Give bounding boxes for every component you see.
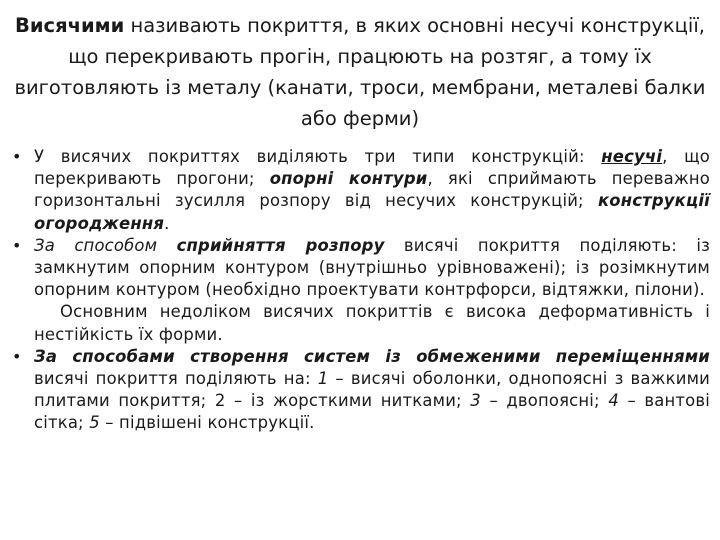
bullet-text: , які сприймають переважно горизонтальні зусилля розпору від несучих конструкцій;	[34, 169, 710, 211]
bullet-text: У висячих покриттях виділяють три типи конструкцій:	[34, 147, 602, 166]
term-thrust: сприйняття розпору	[176, 235, 385, 255]
heading-definition	[10, 10, 710, 134]
bullet-text: – вантові сітка;	[34, 391, 710, 433]
bullet-item-limited-displacement	[10, 346, 710, 435]
term-bearing: несучі	[601, 147, 663, 166]
bullet-text: висячі покриття поділяють: із замкнутим опорним контуром (внутрішньо урівноважені); із розімкнутим опорним контуром (необхідно проектувати контрфорси, відтяжки, пілони).	[34, 235, 711, 300]
term-limited-displacement: За способами створення систем із обмеженими переміщеннями	[34, 346, 710, 366]
bullet-text: За способом	[34, 235, 177, 255]
bullet-text: – висячі оболонки, однопоясні з важкими плитами покриття; 2 – із жорсткими нитками;	[34, 369, 710, 411]
term-enclosure: конструкції огородження	[34, 191, 710, 233]
bullet-item-structure-types	[10, 146, 710, 235]
bullet-list	[10, 146, 710, 435]
list-number: 4	[608, 391, 619, 411]
term-support-contours: опорні контури	[269, 169, 428, 189]
bullet-text: .	[164, 213, 170, 233]
bullet-text: – двопоясні;	[480, 391, 609, 411]
bullet-icon: •	[12, 147, 22, 166]
list-number: 5	[89, 413, 100, 433]
list-number: 1	[317, 369, 329, 389]
bullet-text: висячі покриття поділяють на:	[34, 369, 318, 389]
bullet-item-thrust-method	[10, 235, 710, 346]
list-number: 3	[470, 391, 481, 411]
bullet-text: – підвішені конструкції.	[99, 413, 315, 433]
bullet-note: Основним недоліком висячих покриттів є висока деформативність і нестійкість їх форми.	[34, 302, 710, 344]
heading-text: називають покриття, в яких основні несучі конструкції, що перекривають прогін, працюють на розтяг, а тому їх виготовляють із металу (канати, троси, мембрани, металеві балки або ферми)	[14, 14, 706, 130]
bullet-icon: •	[12, 235, 22, 255]
bullet-text: , що перекривають прогони;	[34, 147, 711, 189]
heading-term: Висячими	[15, 14, 125, 37]
bullet-icon: •	[12, 346, 22, 366]
